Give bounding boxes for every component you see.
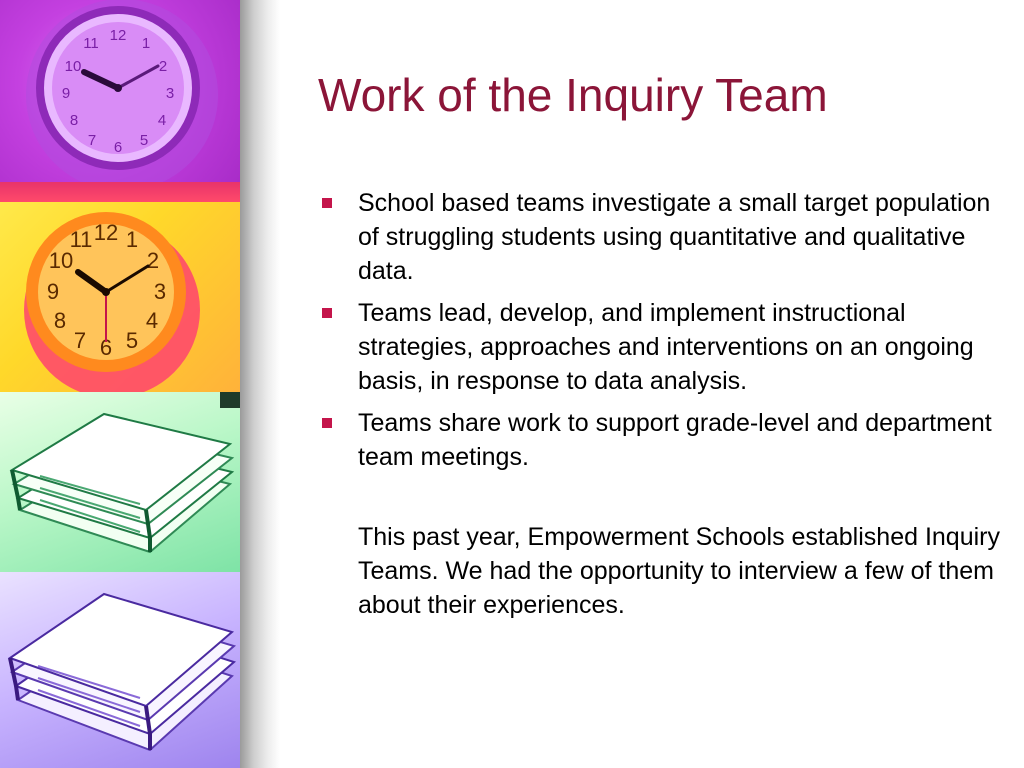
orange-clock-image [0, 202, 240, 392]
slide-title: Work of the Inquiry Team [318, 69, 828, 121]
purple-clock-numeral-11: 11 [83, 35, 99, 52]
purple-clock-numeral-2: 2 [158, 58, 168, 75]
bullet-item [322, 406, 1002, 474]
purple-clock-numeral-10: 10 [64, 58, 82, 75]
square-bullet-icon [322, 198, 332, 208]
bullet-text: Teams share work to support grade-level and department team meetings. [358, 409, 992, 471]
bullet-list [322, 186, 1002, 482]
orange-clock-numeral-7: 7 [73, 328, 87, 353]
orange-clock-numeral-9: 9 [46, 279, 60, 304]
orange-clock-numeral-6: 6 [99, 335, 113, 360]
orange-clock-numeral-5: 5 [125, 328, 139, 353]
purple-clock-numeral-1: 1 [141, 35, 151, 52]
bullet-item [322, 296, 1002, 398]
purple-clock-numeral-9: 9 [61, 85, 71, 102]
purple-clock-numeral-7: 7 [87, 132, 97, 149]
purple-clock-numeral-12: 12 [109, 27, 127, 44]
orange-clock-numeral-8: 8 [53, 308, 67, 333]
purple-clock-numeral-6: 6 [113, 139, 123, 156]
purple-papers-image [0, 572, 240, 768]
purple-clock-numeral-5: 5 [139, 132, 149, 149]
purple-clock-image [0, 0, 240, 182]
strip-shadow [240, 0, 280, 768]
bullet-text: School based teams investigate a small target population of struggling students using quantitative and qualitative data. [358, 189, 991, 285]
purple-clock-icon [0, 0, 240, 182]
orange-clock-numeral-4: 4 [145, 308, 159, 333]
orange-clock-numeral-1: 1 [125, 227, 139, 252]
paper-stack-icon-purple [0, 572, 240, 768]
orange-clock-numeral-10: 10 [48, 248, 74, 273]
purple-clock-numeral-4: 4 [157, 112, 167, 129]
purple-clock-numeral-3: 3 [165, 85, 175, 102]
square-bullet-icon [322, 418, 332, 428]
orange-clock-numeral-3: 3 [153, 279, 167, 304]
orange-clock-icon [0, 202, 240, 392]
pink-divider-band [0, 182, 240, 202]
orange-clock-numeral-11: 11 [69, 227, 93, 252]
bullet-text: Teams lead, develop, and implement instructional strategies, approaches and interventions on an ongoing basis, in response to data analysis. [358, 299, 974, 395]
purple-clock-numeral-8: 8 [69, 112, 79, 129]
green-papers-image [0, 392, 240, 572]
paper-stack-icon [0, 392, 240, 572]
orange-clock-numeral-12: 12 [93, 220, 119, 245]
square-bullet-icon [322, 308, 332, 318]
decorative-image-strip [0, 0, 240, 768]
closing-paragraph: This past year, Empowerment Schools established Inquiry Teams. We had the opportunity to interview a few of them about their experiences. [358, 523, 1000, 619]
orange-clock-numeral-2: 2 [146, 248, 160, 273]
bullet-item [322, 186, 1002, 288]
